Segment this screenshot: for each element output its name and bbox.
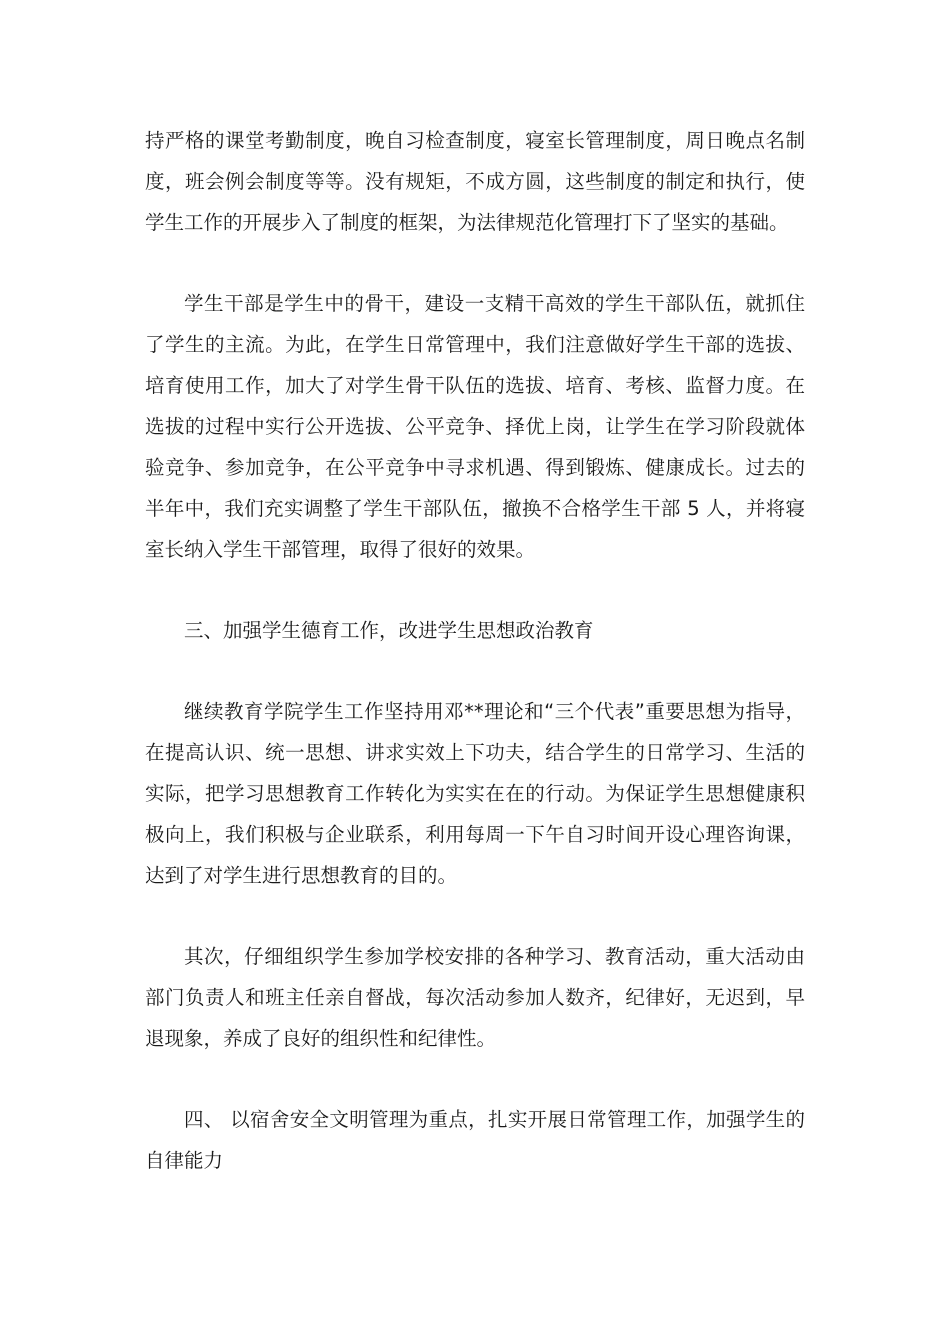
paragraph-activities: 其次，仔细组织学生参加学校安排的各种学习、教育活动，重大活动由部门负责人和班主任亲自督战，每次活动参加人数齐，纪律好，无迟到，早退现象，养成了良好的组织性和纪律性。 [145,945,805,1050]
paragraph-ideological-education: 继续教育学院学生工作坚持用邓**理论和“三个代表”重要思想为指导，在提高认识、统一思想、讲求实效上下功夫，结合学生的日常学习、生活的实际，把学习思想教育工作转化为实实在在的行动。为保证学生思想健康积极向上，我们积极与企业联系，利用每周一下午自习时间开设心理咨询课，达到了对学生进行思想教育的目的。 [145,700,805,887]
section-heading-3: 三、加强学生德育工作，改进学生思想政治教育 [184,619,594,642]
paragraph-student-cadres: 学生干部是学生中的骨干，建设一支精干高效的学生干部队伍，就抓住了学生的主流。为此，在学生日常管理中，我们注意做好学生干部的选拔、培育使用工作，加大了对学生骨干队伍的选拔、培育、考核、监督力度。在选拔的过程中实行公开选拔、公平竞争、择优上岗，让学生在学习阶段就体验竞争、参加竞争，在公平竞争中寻求机遇、得到锻炼、健康成长。过去的半年中，我们充实调整了学生干部队伍，撤换不合格学生干部 5 人，并将寝室长纳入学生干部管理，取得了很好的效果。 [145,292,805,561]
paragraph-rules-continuation: 持严格的课堂考勤制度，晚自习检查制度，寝室长管理制度，周日晚点名制度，班会例会制度等等。没有规矩，不成方圆，这些制度的制定和执行，使学生工作的开展步入了制度的框架，为法律规范化管理打下了坚实的基础。 [145,129,805,234]
section-heading-4: 四、 以宿舍安全文明管理为重点，扎实开展日常管理工作，加强学生的自律能力 [145,1108,805,1172]
document-body [145,120,805,1221]
